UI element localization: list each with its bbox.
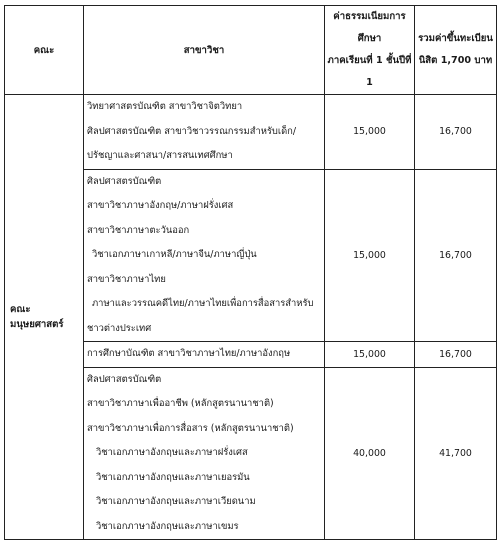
header-total-line1: รวมค่าขึ้นทะเบียน — [418, 33, 493, 44]
program-line: สาขาวิชาภาษาอังกฤษ/ภาษาฝรั่งเศส — [87, 200, 234, 211]
faculty-cell: คณะมนุษยศาสตร์ — [5, 95, 84, 540]
fee-table — [4, 5, 497, 540]
program-line: ศิลปศาสตรบัณฑิต — [87, 373, 162, 385]
program-line: วิทยาศาสตรบัณฑิต สาขาวิชาจิตวิทยา — [87, 101, 243, 112]
header-faculty: คณะ — [5, 6, 84, 95]
fee-cell: 15,000 — [325, 95, 415, 170]
program-line: ชาวต่างประเทศ — [87, 322, 152, 334]
fee-cell: 15,000 — [325, 169, 415, 342]
total-cell: 16,700 — [415, 169, 497, 342]
program-line: ภาษาและวรรณคดีไทย/ภาษาไทยเพื่อการสื่อสารสำหรับ — [92, 298, 314, 309]
program-line: ศิลปศาสตรบัณฑิต — [87, 175, 162, 187]
header-total — [415, 6, 497, 95]
program-line: วิชาเอกภาษาอังกฤษและภาษาเวียดนาม — [96, 496, 256, 507]
program-line: สาขาวิชาภาษาเพื่อการสื่อสาร (หลักสูตรนานาชาติ) — [87, 422, 294, 434]
header-fee-line2: ภาคเรียนที่ 1 ชั้นปีที่ 1 — [327, 55, 412, 88]
fee-cell: 40,000 — [325, 367, 415, 540]
header-fee-line1: ค่าธรรมเนียมการศึกษา — [333, 11, 406, 44]
fee-cell: 15,000 — [325, 342, 415, 368]
program-cell — [84, 95, 325, 170]
header-row — [5, 6, 497, 95]
program-line: สาขาวิชาภาษาตะวันออก — [87, 224, 190, 236]
program-cell — [84, 342, 325, 368]
program-cell — [84, 367, 325, 540]
header-total-line2: นิสิต 1,700 บาท — [418, 55, 493, 66]
program-line: วิชาเอกภาษาอังกฤษและภาษาเขมร — [96, 520, 239, 532]
program-line: วิชาเอกภาษาเกาหลี/ภาษาจีน/ภาษาญี่ปุ่น — [92, 249, 257, 260]
program-cell — [84, 169, 325, 342]
total-cell: 16,700 — [415, 95, 497, 170]
program-line: การศึกษาบัณฑิต สาขาวิชาภาษาไทย/ภาษาอังกฤษ — [87, 348, 291, 359]
program-line: วิชาเอกภาษาอังกฤษและภาษาเยอรมัน — [96, 471, 250, 483]
program-line: สาขาวิชาภาษาเพื่ออาชีพ (หลักสูตรนานาชาติ) — [87, 398, 274, 409]
header-major: สาขาวิชา — [84, 6, 325, 95]
program-line: วิชาเอกภาษาอังกฤษและภาษาฝรั่งเศส — [96, 447, 248, 458]
program-line: ปรัชญาและศาสนา/สารสนเทศศึกษา — [87, 150, 233, 161]
table-row — [5, 95, 497, 170]
total-cell: 41,700 — [415, 367, 497, 540]
program-line: สาขาวิชาภาษาไทย — [87, 273, 166, 285]
program-line: ศิลปศาสตรบัณฑิต สาขาวิชาวรรณกรรมสำหรับเด็ก/ — [87, 125, 296, 137]
total-cell: 16,700 — [415, 342, 497, 368]
header-fee — [325, 6, 415, 95]
